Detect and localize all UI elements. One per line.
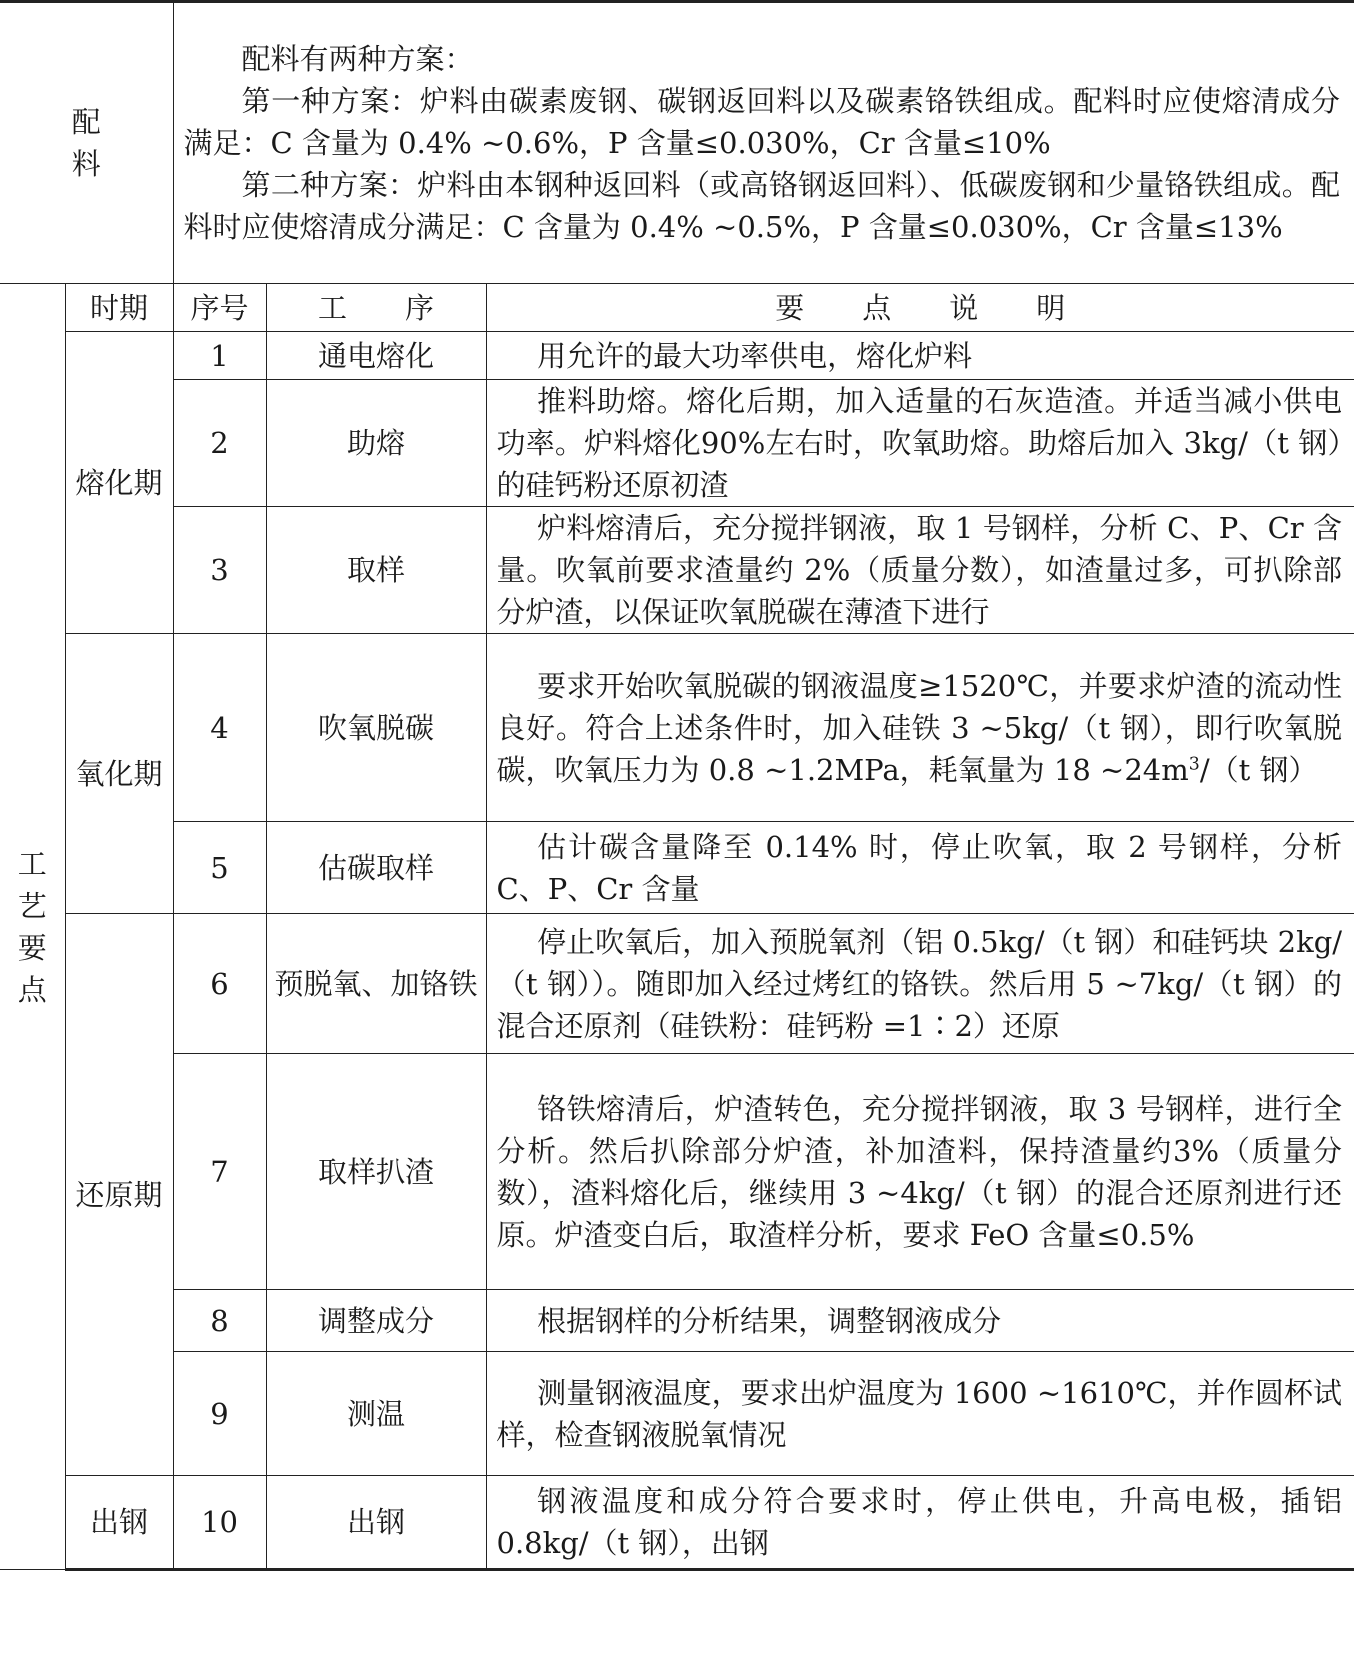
mix-intro: 配料有两种方案： bbox=[241, 42, 474, 76]
table-row bbox=[0, 1476, 1354, 1570]
row-desc: 停止吹氧后，加入预脱氧剂（铝 0.5kg/（t 钢）和硅钙块 2kg/（t 钢））。随即加入经过烤红的铬铁。然后用 5 ~7kg/（t 钢）的混合还原剂（硅铁粉：硅钙粉 =1∶2）还原 bbox=[486, 914, 1354, 1054]
row-step: 调整成分 bbox=[266, 1290, 486, 1352]
row-step: 预脱氧、加铬铁 bbox=[266, 914, 486, 1054]
table-row bbox=[0, 914, 1354, 1054]
row-step: 助熔 bbox=[266, 380, 486, 507]
row-desc: 用允许的最大功率供电，熔化炉料 bbox=[486, 332, 1354, 380]
row-no: 3 bbox=[173, 507, 266, 634]
table-row bbox=[0, 634, 1354, 822]
row-no: 5 bbox=[173, 822, 266, 914]
row-no: 10 bbox=[173, 1476, 266, 1570]
process-label-char: 要 bbox=[17, 930, 47, 965]
row-desc: 铬铁熔清后，炉渣转色，充分搅拌钢液，取 3 号钢样，进行全分析。然后扒除部分炉渣，补加渣料，保持渣量约3%（质量分数），渣料熔化后，继续用 3 ~4kg/（t 钢）的混合还原剂进行还原。炉渣变白后，取渣样分析，要求 FeO 含量≤0.5% bbox=[486, 1054, 1354, 1290]
period-reduction: 还原期 bbox=[65, 914, 173, 1476]
row-no: 2 bbox=[173, 380, 266, 507]
process-label bbox=[0, 284, 65, 1570]
row-step: 测温 bbox=[266, 1352, 486, 1476]
row-desc: 估计碳含量降至 0.14% 时，停止吹氧，取 2 号钢样，分析 C、P、Cr 含量 bbox=[486, 822, 1354, 914]
row-no: 1 bbox=[173, 332, 266, 380]
table-row bbox=[0, 380, 1354, 507]
process-label-char: 点 bbox=[17, 972, 47, 1007]
row-desc: 测量钢液温度，要求出炉温度为 1600 ~1610℃，并作圆杯试样，检查钢液脱氧情况 bbox=[486, 1352, 1354, 1476]
row-no: 9 bbox=[173, 1352, 266, 1476]
row-step: 通电熔化 bbox=[266, 332, 486, 380]
row-desc: 要求开始吹氧脱碳的钢液温度≥1520℃，并要求炉渣的流动性良好。符合上述条件时，加入硅铁 3 ~5kg/（t 钢），即行吹氧脱碳，吹氧压力为 0.8 ~1.2MPa，耗氧量为 18 $\sim 24m^3/(t$ 钢） bbox=[486, 634, 1354, 822]
row-no: 4 bbox=[173, 634, 266, 822]
table-row bbox=[0, 1290, 1354, 1352]
header-no: 序号 bbox=[173, 284, 266, 332]
period-oxidation: 氧化期 bbox=[65, 634, 173, 914]
period-melting: 熔化期 bbox=[65, 332, 173, 634]
table-row bbox=[0, 507, 1354, 634]
row-no: 6 bbox=[173, 914, 266, 1054]
row-step: 估碳取样 bbox=[266, 822, 486, 914]
row-step: 吹氧脱碳 bbox=[266, 634, 486, 822]
header-desc: 要 点 说 明 bbox=[486, 284, 1354, 332]
header-step: 工 序 bbox=[266, 284, 486, 332]
process-label-char: 艺 bbox=[17, 888, 47, 923]
mix-plan-1: 第一种方案：炉料由碳素废钢、碳钢返回料以及碳素铬铁组成。配料时应使熔清成分满足：C 含量为 0.4% ~0.6%，P 含量≤0.030%，Cr 含量≤10% bbox=[183, 84, 1341, 160]
mix-label: 配料 bbox=[0, 2, 173, 284]
row-step: 取样扒渣 bbox=[266, 1054, 486, 1290]
row-desc: 炉料熔清后，充分搅拌钢液，取 1 号钢样，分析 C、P、Cr 含量。吹氧前要求渣量约 2%（质量分数），如渣量过多，可扒除部分炉渣，以保证吹氧脱碳在薄渣下进行 bbox=[486, 507, 1354, 634]
mix-content bbox=[173, 2, 1354, 284]
row-step: 出钢 bbox=[266, 1476, 486, 1570]
period-tapping: 出钢 bbox=[65, 1476, 173, 1570]
row-no: 7 bbox=[173, 1054, 266, 1290]
row-no: 8 bbox=[173, 1290, 266, 1352]
table-row bbox=[0, 1352, 1354, 1476]
table-row bbox=[0, 1054, 1354, 1290]
mix-plan-2: 第二种方案：炉料由本钢种返回料（或高铬钢返回料）、低碳废钢和少量铬铁组成。配料时应使熔清成分满足：C 含量为 0.4% ~0.5%，P 含量≤0.030%，Cr 含量≤13% bbox=[183, 168, 1341, 244]
row-desc: 根据钢样的分析结果，调整钢液成分 bbox=[486, 1290, 1354, 1352]
row-step: 取样 bbox=[266, 507, 486, 634]
table-row bbox=[0, 332, 1354, 380]
table-row bbox=[0, 822, 1354, 914]
process-label-char: 工 bbox=[17, 846, 47, 881]
header-period: 时期 bbox=[65, 284, 173, 332]
row-desc: 钢液温度和成分符合要求时，停止供电，升高电极，插铝 0.8kg/（t 钢），出钢 bbox=[486, 1476, 1354, 1570]
row-desc: 推料助熔。熔化后期，加入适量的石灰造渣。并适当减小供电功率。炉料熔化90%左右时，吹氧助熔。助熔后加入 3kg/（t 钢）的硅钙粉还原初渣 bbox=[486, 380, 1354, 507]
